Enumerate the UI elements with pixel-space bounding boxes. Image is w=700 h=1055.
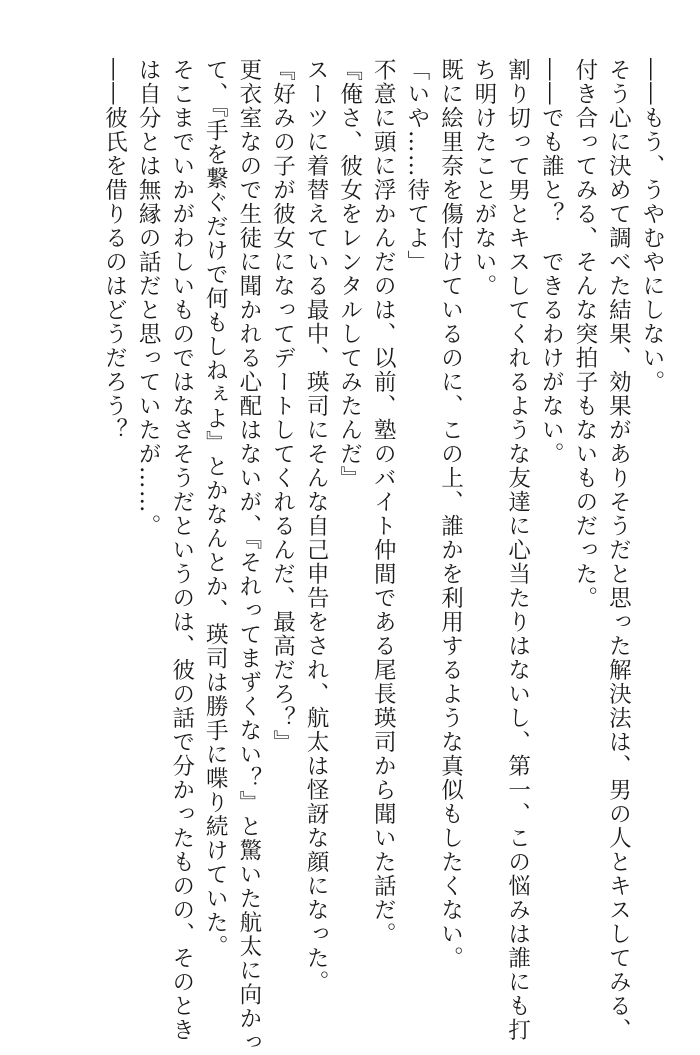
text-line: そこまでいかがわしいものではなさそうだというのは、彼の話で分かったものの、そのとき	[168, 58, 195, 1042]
text-line: は自分とは無縁の話だと思っていたが……。	[135, 58, 162, 538]
text-line: 不意に頭に浮かんだのは、以前、塾のバイト仲間である尾長瑛司から聞いた話だ。	[370, 58, 397, 946]
text-line: そう心に決めて調べた結果、効果がありそうだと思った解決法は、男の人とキスしてみる、	[605, 58, 632, 1042]
text-line: 付き合ってみる、そんな突拍子もないものだった。	[571, 58, 598, 610]
text-line: 「いや……待てよ」	[403, 58, 430, 274]
text-line: ――でも誰と？ できるわけがない。	[538, 58, 565, 466]
text-line: 割り切って男とキスしてくれるような友達に心当たりはないし、第一、この悩みは誰にも打	[504, 58, 531, 1042]
text-line: ――もう、うやむやにしない。	[639, 58, 665, 394]
vertical-text-body	[97, 58, 668, 1055]
text-line: 『俺さ、彼女をレンタルしてみたんだ』	[336, 58, 363, 490]
text-line: 既に絵里奈を傷付けているのに、この上、誰かを利用するような真似もしたくない。	[437, 58, 464, 970]
text-line: 『好みの子が彼女になってデートしてくれるんだ、最高だろ？』	[269, 58, 296, 754]
text-line: スーツに着替えている最中、瑛司にそんな自己申告をされ、航太は怪訝な顔になった。	[303, 58, 330, 994]
text-line: ち明けたことがない。	[471, 58, 498, 298]
text-line: て、『手を繋ぐだけで何もしねぇよ』とかなんとか、瑛司は勝手に喋り続けていた。	[202, 58, 229, 959]
text-line: ――彼氏を借りるのはどうだろう？	[101, 58, 128, 442]
text-line: 更衣室なので生徒に聞かれる心配はないが、『それってまずくない？』と驚いた航太に向かっ	[235, 58, 262, 1055]
